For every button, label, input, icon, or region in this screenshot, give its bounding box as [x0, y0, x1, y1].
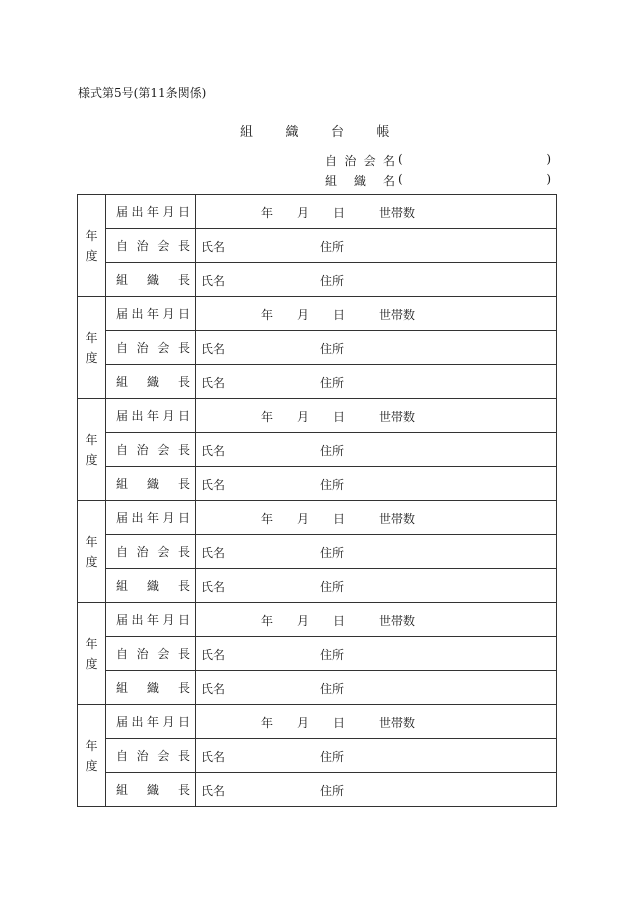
- soshiki-name-line: [325, 172, 551, 190]
- jichikaicho-info-field[interactable]: [196, 739, 557, 773]
- year-unit: 年: [261, 206, 274, 220]
- name-label: 氏名: [201, 648, 226, 662]
- soshikicho-label: 組 織 長: [106, 773, 196, 807]
- table-row: [78, 467, 557, 501]
- name-label: 氏名: [201, 444, 226, 458]
- todokede-date-label: 届 出 年 月 日: [106, 297, 196, 331]
- soshikicho-label: 組 織 長: [106, 671, 196, 705]
- table-row: [78, 603, 557, 637]
- day-unit: 日: [333, 410, 346, 424]
- name-label: 氏名: [201, 376, 226, 390]
- table-row: [78, 535, 557, 569]
- households-label: 世帯数: [379, 512, 416, 526]
- soshikicho-info-field[interactable]: [196, 569, 557, 603]
- address-label: 住所: [320, 376, 345, 390]
- name-label: 氏名: [201, 240, 226, 254]
- soshikicho-label: 組 織 長: [106, 467, 196, 501]
- jichikaicho-label: 自 治 会 長: [106, 637, 196, 671]
- todokede-date-field[interactable]: [196, 399, 557, 433]
- paren-open: (: [398, 172, 403, 186]
- todokede-date-field[interactable]: [196, 297, 557, 331]
- table-row: [78, 195, 557, 229]
- table-row: [78, 263, 557, 297]
- todokede-date-field[interactable]: [196, 705, 557, 739]
- todokede-date-label: 届 出 年 月 日: [106, 603, 196, 637]
- table-row: [78, 297, 557, 331]
- paren-close: ): [546, 172, 551, 186]
- day-unit: 日: [333, 308, 346, 322]
- year-unit: 年: [261, 716, 274, 730]
- name-label: 氏名: [201, 784, 226, 798]
- households-label: 世帯数: [379, 716, 416, 730]
- year-unit: 年: [261, 410, 274, 424]
- name-label: 氏名: [201, 682, 226, 696]
- day-unit: 日: [333, 512, 346, 526]
- month-unit: 月: [297, 716, 310, 730]
- title-char: 台: [331, 125, 345, 140]
- table-row: [78, 331, 557, 365]
- day-unit: 日: [333, 614, 346, 628]
- households-label: 世帯数: [379, 206, 416, 220]
- todokede-date-field[interactable]: [196, 501, 557, 535]
- todokede-date-label: 届 出 年 月 日: [106, 501, 196, 535]
- name-label: 氏名: [201, 274, 226, 288]
- fiscal-year-cell[interactable]: 年 度: [78, 603, 106, 705]
- table-row: [78, 705, 557, 739]
- households-label: 世帯数: [379, 410, 416, 424]
- fiscal-year-cell[interactable]: 年 度: [78, 705, 106, 807]
- address-label: 住所: [320, 750, 345, 764]
- fiscal-year-cell[interactable]: 年 度: [78, 501, 106, 603]
- address-label: 住所: [320, 546, 345, 560]
- year-unit: 年: [261, 614, 274, 628]
- form-number: 様式第5号(第11条関係): [78, 86, 207, 100]
- jichikai-name-line: [325, 152, 551, 170]
- soshiki-name-label: 組 織 名: [325, 174, 395, 188]
- jichikaicho-info-field[interactable]: [196, 331, 557, 365]
- jichikaicho-label: 自 治 会 長: [106, 433, 196, 467]
- address-label: 住所: [320, 682, 345, 696]
- todokede-date-label: 届 出 年 月 日: [106, 195, 196, 229]
- organization-ledger-table: [77, 194, 557, 807]
- document-title: [0, 121, 630, 140]
- todokede-date-label: 届 出 年 月 日: [106, 399, 196, 433]
- month-unit: 月: [297, 512, 310, 526]
- table-row: [78, 399, 557, 433]
- table-row: [78, 501, 557, 535]
- name-label: 氏名: [201, 750, 226, 764]
- name-label: 氏名: [201, 478, 226, 492]
- fiscal-year-cell[interactable]: 年 度: [78, 195, 106, 297]
- jichikaicho-info-field[interactable]: [196, 433, 557, 467]
- jichikaicho-label: 自 治 会 長: [106, 739, 196, 773]
- fiscal-year-cell[interactable]: 年 度: [78, 399, 106, 501]
- address-label: 住所: [320, 648, 345, 662]
- jichikaicho-info-field[interactable]: [196, 535, 557, 569]
- year-unit: 年: [261, 512, 274, 526]
- address-label: 住所: [320, 274, 345, 288]
- table-row: [78, 671, 557, 705]
- name-label: 氏名: [201, 580, 226, 594]
- year-unit: 年: [261, 308, 274, 322]
- address-label: 住所: [320, 784, 345, 798]
- address-label: 住所: [320, 478, 345, 492]
- title-char: 帳: [376, 125, 391, 140]
- table-row: [78, 229, 557, 263]
- soshikicho-info-field[interactable]: [196, 671, 557, 705]
- jichikaicho-info-field[interactable]: [196, 637, 557, 671]
- address-label: 住所: [320, 444, 345, 458]
- address-label: 住所: [320, 580, 345, 594]
- fiscal-year-cell[interactable]: 年 度: [78, 297, 106, 399]
- name-label: 氏名: [201, 546, 226, 560]
- table-row: [78, 739, 557, 773]
- title-char: 織: [285, 125, 299, 140]
- table-row: [78, 433, 557, 467]
- month-unit: 月: [297, 614, 310, 628]
- soshikicho-info-field[interactable]: [196, 365, 557, 399]
- households-label: 世帯数: [379, 614, 416, 628]
- month-unit: 月: [297, 410, 310, 424]
- todokede-date-field[interactable]: [196, 603, 557, 637]
- soshikicho-info-field[interactable]: [196, 467, 557, 501]
- soshikicho-info-field[interactable]: [196, 773, 557, 807]
- soshikicho-label: 組 織 長: [106, 569, 196, 603]
- jichikaicho-info-field[interactable]: [196, 229, 557, 263]
- soshikicho-label: 組 織 長: [106, 365, 196, 399]
- paren-close: ): [546, 152, 551, 166]
- table-row: [78, 569, 557, 603]
- table-row: [78, 773, 557, 807]
- table-row: [78, 637, 557, 671]
- jichikai-name-label: 自 治 会 名: [325, 154, 395, 168]
- soshikicho-label: 組 織 長: [106, 263, 196, 297]
- title-char: 組: [239, 125, 254, 140]
- todokede-date-field[interactable]: [196, 195, 557, 229]
- households-label: 世帯数: [379, 308, 416, 322]
- jichikaicho-label: 自 治 会 長: [106, 331, 196, 365]
- address-label: 住所: [320, 342, 345, 356]
- paren-open: (: [398, 152, 403, 166]
- month-unit: 月: [297, 308, 310, 322]
- todokede-date-label: 届 出 年 月 日: [106, 705, 196, 739]
- month-unit: 月: [297, 206, 310, 220]
- soshikicho-info-field[interactable]: [196, 263, 557, 297]
- name-label: 氏名: [201, 342, 226, 356]
- table-row: [78, 365, 557, 399]
- jichikaicho-label: 自 治 会 長: [106, 229, 196, 263]
- day-unit: 日: [333, 206, 346, 220]
- day-unit: 日: [333, 716, 346, 730]
- jichikaicho-label: 自 治 会 長: [106, 535, 196, 569]
- address-label: 住所: [320, 240, 345, 254]
